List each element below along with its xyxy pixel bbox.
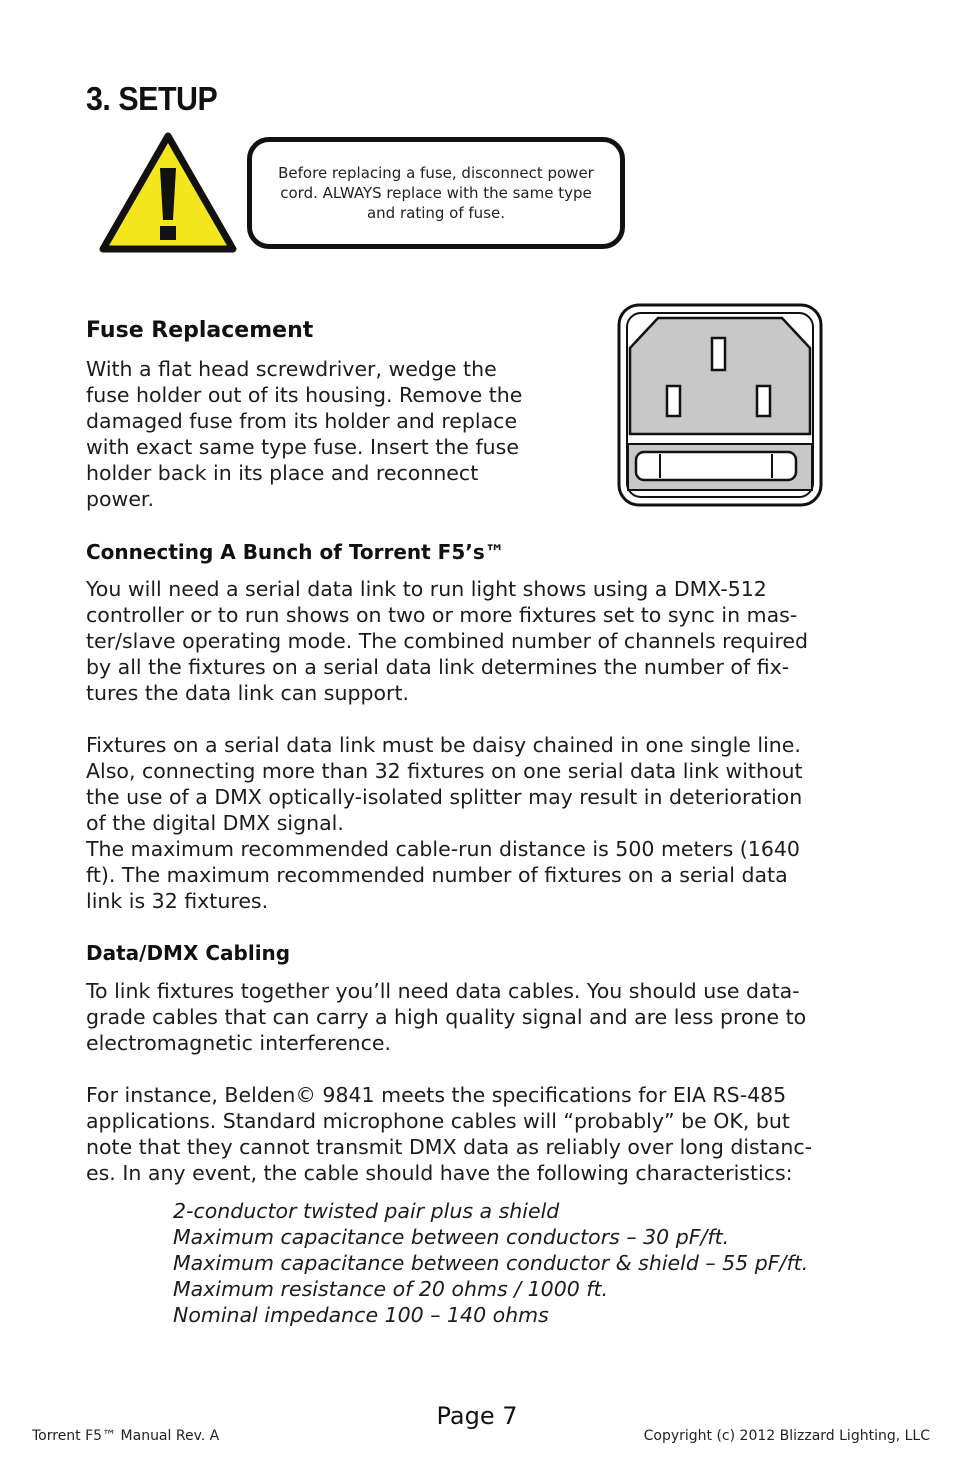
warning-callout [247,137,625,249]
cabling-heading: Data/DMX Cabling [86,941,291,965]
list-item: Maximum resistance of 20 ohms / 1000 ft. [173,1277,609,1301]
fuse-heading: Fuse Replacement [86,318,314,343]
footer-left: Torrent F5™ Manual Rev. A [32,1428,220,1444]
footer-right: Copyright (c) 2012 Blizzard Lighting, LLC [643,1428,930,1444]
cable-spec-list [173,1198,808,1328]
list-item: Maximum capacitance between conductor & shield – 55 pF/ft. [173,1251,809,1275]
warning-text: Before replacing a fuse, disconnect power cord. ALWAYS replace with the same type and rating of fuse. [278,164,594,222]
list-item: Maximum capacitance between conductors – 30 pF/ft. [173,1225,730,1249]
connecting-paragraph-2: Fixtures on a serial data link must be daisy chained in one single line. Also, connecting more than 32 fixtures on one serial data link without the use of a DMX optically-isolated splitter may result in deterioration of the digital DMX signal. The maximum recommended cable-run distance is 500 meters (1640 ft). The maximum recommended number of fixtures on a serial data link is 32 fixtures. [86,733,803,913]
fuse-body: With a flat head screwdriver, wedge the fuse holder out of its housing. Remove the damaged fuse from its holder and replace with exact same type fuse. Insert the fuse holder back in its place and reconnect power. [86,357,523,511]
section-title: 3. SETUP [86,80,218,117]
warning-triangle-icon [97,130,239,256]
iec-power-inlet-icon [616,302,824,508]
cabling-paragraph-2: For instance, Belden© 9841 meets the specifications for EIA RS-485 applications. Standard microphone cables will “probably” be OK, but note that they cannot transmit DMX data as reliably over long distanc- es. In any event, the cable should have the following characteristics: [86,1083,812,1185]
connecting-heading: Connecting A Bunch of Torrent F5’s™ [86,540,505,564]
list-item: 2-conductor twisted pair plus a shield [173,1199,560,1223]
cabling-paragraph-1: To link fixtures together you’ll need data cables. You should use data- grade cables that can carry a high quality signal and are less prone to electromagnetic interference. [86,979,807,1055]
list-item: Nominal impedance 100 – 140 ohms [173,1303,549,1327]
page-number: Page 7 [436,1402,518,1430]
connecting-paragraph-1: You will need a serial data link to run light shows using a DMX-512 controller or to run shows on two or more fixtures set to sync in mas- ter/slave operating mode. The combined number of channels required by all the fixtures on a serial data link determines the number of fix- tures the data link can support. [86,577,809,705]
